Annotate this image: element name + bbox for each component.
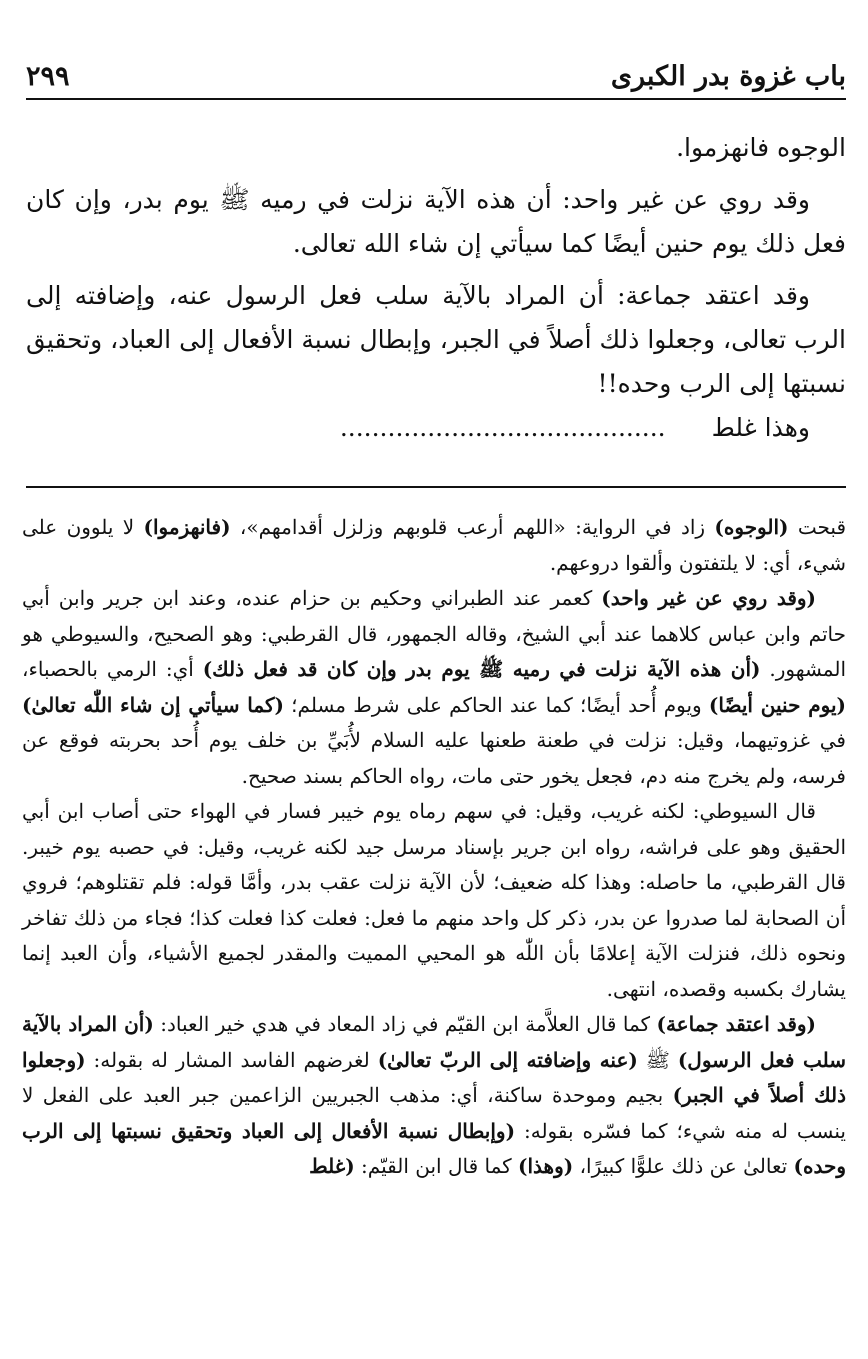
quoted-phrase: (غلط (309, 1154, 355, 1178)
commentary-text-run: كما قال ابن القيّم: (354, 1154, 519, 1178)
commentary-text-run: ويوم أُحد أيضًا؛ كما عند الحاكم على شرط مسلم؛ (283, 692, 709, 717)
main-text-paragraph-1: الوجوه فانهزموا. (676, 133, 846, 162)
page-header (26, 48, 846, 90)
ellipsis-dots: ......................................... (339, 413, 666, 442)
running-title: باب غزوة بدر الكبرى (610, 61, 846, 92)
quoted-phrase: (وقد روي عن غير واحد) (601, 586, 817, 610)
quoted-phrase: (يوم حنين أيضًا) (708, 692, 847, 717)
commentary-paragraph-4 (22, 1007, 846, 1185)
commentary-text-run: أي: الرمي بالحصباء، (22, 657, 203, 681)
commentary-text-run: كعمر عند الطبراني وحكيم بن حزام عنده، وعند ابن جرير وابن أبي حاتم وابن عباس كلاهما عند أبي الشيخ، وقاله الجمهور، قال القرطبي: وهو الصحيح، والسيوطي هو المشهور. (22, 586, 846, 681)
page-number: ٢٩٩ (26, 61, 70, 92)
commentary-text-run: بجيم وموحدة ساكنة، أي: مذهب الجبريين الزاعمين جبر العبد على الفعل لا ينسب له منه شيء؛ كما فسّره بقوله: (22, 1083, 846, 1143)
commentary-text-run: لغرضهم الفاسد المشار له بقوله: (85, 1047, 378, 1072)
commentary-paragraph-3: قال السيوطي: لكنه غريب، وقيل: في سهم رماه يوم خيبر فسار في الهواء حتى أصاب ابن أبي الحقيق وهو على فراشه، رواه ابن جرير بإسناد مرسل جيد لكنه غريب، وقيل: في حصبه يوم خيبر. قال القرطبي، ما حاصله: وهذا كله ضعيف؛ لأن الآية نزلت عقب بدر، وأمَّا قوله: فلم تقتلوهم؛ فروي أن الصحابة لما صدروا عن بدر، ذكر كل واحد منهم ما فعل: فعلت كذا فعلت كذا؛ فجاء من ذلك تفاخر ونحوه ذلك، فنزلت الآية إعلامًا بأن اللّٰه هو المحيي المميت والمقدر لجميع الأشياء، وأن العبد إنما يشارك بكسبه وقصده، انتهى. (22, 799, 846, 1001)
main-text-paragraph-4 (26, 406, 846, 450)
commentary-text-run: لا يلوون على شيء، أي: لا يلتفتون وألقوا دروعهم. (22, 515, 846, 575)
commentary-text-run: كما قال العلاَّمة ابن القيّم في زاد المعاد في هدي خير العباد: (153, 1012, 657, 1036)
quoted-phrase: (أن المراد بالآية سلب فعل الرسول) (22, 1012, 846, 1072)
quoted-phrase: (كما سيأتي إن شاء اللّٰه تعالىٰ) (22, 692, 284, 717)
header-rule (26, 98, 846, 100)
main-text-closing-phrase: وهذا غلط (711, 413, 810, 442)
commentary-text-run: زاد في الرواية: «اللهم أرعب قلوبهم وزلزل أقدامهم»، (230, 515, 715, 539)
quoted-phrase: (وإبطال نسبة الأفعال إلى العباد وتحقيق نسبتها إلى الرب وحده) (22, 1118, 846, 1178)
main-text-paragraph-3: وقد اعتقد جماعة: أن المراد بالآية سلب فعل الرسول عنه، وإضافته إلى الرب تعالى، وجعلوا ذلك أصلاً في الجبر، وإبطال نسبة الأفعال إلى العباد، وتحقيق نسبتها إلى الرب وحده!! (25, 281, 846, 398)
commentary-text-run: في غزوتيهما، وقيل: نزلت في طعنة طعنها عليه السلام لأُبَيِّ بن خلف يوم أُحد بحربته فوقع عن فرسه، ولم يخرج منه دم، فجعل يخور حتى مات، رواه الحاكم بسند صحيح. (22, 728, 846, 788)
quoted-phrase: (الوجوه) (714, 515, 789, 539)
commentary-paragraph-2 (22, 581, 846, 794)
commentary-text (22, 510, 846, 1185)
quoted-phrase: (وهذا) (518, 1154, 574, 1178)
quoted-phrase: (وقد اعتقد جماعة) (656, 1012, 816, 1036)
commentary-separator (26, 486, 846, 488)
main-text (26, 126, 846, 450)
quoted-phrase: (أن هذه الآية نزلت في رميه ﷺ يوم بدر وإن كان قد فعل ذلك) (202, 657, 761, 681)
commentary-text-run: قبحت (788, 515, 847, 539)
commentary-text-run: ﷺ (637, 1047, 678, 1072)
commentary-text-run: تعالىٰ عن ذلك علوًّا كبيرًا، (573, 1154, 794, 1178)
quoted-phrase: (وجعلوا ذلك أصلاً في الجبر) (22, 1047, 846, 1107)
quoted-phrase: (فانهزموا) (143, 515, 231, 539)
main-text-paragraph-2: وقد روي عن غير واحد: أن هذه الآية نزلت في رميه ﷺ يوم بدر، وإن كان فعل ذلك يوم حنين أيضًا كما سيأتي إن شاء الله تعالى. (26, 185, 846, 258)
quoted-phrase: (عنه وإضافته إلى الربّ تعالىٰ) (377, 1047, 638, 1072)
commentary-paragraph-1 (22, 510, 846, 581)
